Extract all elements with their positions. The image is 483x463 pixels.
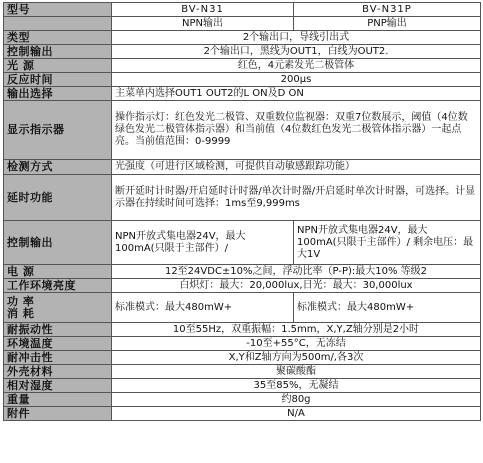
- table-row: [4, 221, 481, 265]
- ambient-light-value: 白炽灯：最大：20,000lux,日光：最大：30,000lux: [112, 279, 481, 293]
- table-row: [4, 265, 481, 279]
- model-b: BV-N31P: [294, 3, 481, 17]
- consumption-a: 标准模式：最大480mW+: [112, 293, 294, 323]
- row-label-model: 型号: [4, 3, 112, 17]
- table-row: [4, 59, 481, 73]
- row-label-light-source: 光 源: [4, 59, 112, 73]
- weight-value: 约80g: [112, 393, 481, 407]
- table-row: [4, 101, 481, 160]
- row-label-vibration: 耐振动性: [4, 323, 112, 337]
- consumption-label-line1: 功 率: [7, 294, 35, 308]
- table-row: [4, 87, 481, 101]
- consumption-b: 标准模式：最大480mW+: [294, 293, 481, 323]
- shock-value: X,Y和Z轴方向为500m/,各3次: [112, 351, 481, 365]
- row-label-control-output: 控制输出: [4, 45, 112, 59]
- response-value: 200μs: [112, 73, 481, 87]
- row-label-humidity: 相对湿度: [4, 379, 112, 393]
- row-label-delay: 延时功能: [4, 175, 112, 221]
- row-label-response: 反应时间: [4, 73, 112, 87]
- detect-value: 光强度（可进行区域检测，可提供自动敏感跟踪功能）: [112, 160, 481, 175]
- control-output-2-a: NPN开放式集电器24V，最大100mA(只限于主部件）/: [112, 221, 294, 265]
- table-row: [4, 351, 481, 365]
- consumption-label-line2: 消 耗: [7, 306, 35, 320]
- row-label-type: 类型: [4, 31, 112, 45]
- table-row: [4, 365, 481, 379]
- accessory-value: N/A: [112, 407, 481, 421]
- model-a: BV-N31: [112, 3, 294, 17]
- row-label-output-select: 输出选择: [4, 87, 112, 101]
- row-label-display: 显示指示器: [4, 101, 112, 160]
- table-row: [4, 393, 481, 407]
- display-value: 操作指示灯：红色发光二极管、双重数位监视器：双重7位数展示，阈值（4位数绿色发光二极管体指示器）和当前值（4位数红色发光二极管体指示器）一起点亮。当前值范围：0-9999: [112, 101, 481, 160]
- spec-table: [3, 2, 481, 421]
- row-label-consumption: [4, 293, 112, 323]
- output-select-value: 主菜单内选择OUT1 OUT2的L ON及D ON: [112, 87, 481, 101]
- table-row: [4, 73, 481, 87]
- material-value: 聚碳酸酯: [112, 365, 481, 379]
- table-row: [4, 407, 481, 421]
- table-row: [4, 175, 481, 221]
- table-row: [4, 337, 481, 351]
- row-label-power: 电 源: [4, 265, 112, 279]
- row-label-temperature: 环境温度: [4, 337, 112, 351]
- power-value: 12至24VDC±10%之间，浮动比率（P-P):最大10% 等级2: [112, 265, 481, 279]
- output-type-a: NPN输出: [112, 17, 294, 31]
- row-label-empty: [4, 17, 112, 31]
- row-label-ambient-light: 工作环境亮度: [4, 279, 112, 293]
- humidity-value: 35至85%，无凝结: [112, 379, 481, 393]
- row-label-accessory: 附件: [4, 407, 112, 421]
- row-label-shock: 耐冲击性: [4, 351, 112, 365]
- control-output-2-b: NPN开放式集电器24V，最大100mA(只限于主部件）/ 剩余电压：最大1V: [294, 221, 481, 265]
- temperature-value: -10至+55°C，无冻结: [112, 337, 481, 351]
- table-row: [4, 293, 481, 323]
- light-source-value: 红色，4元素发光二极管体: [112, 59, 481, 73]
- table-row: [4, 31, 481, 45]
- type-value: 2个输出口，导线引出式: [112, 31, 481, 45]
- row-label-control-output-2: 控制输出: [4, 221, 112, 265]
- table-row: [4, 323, 481, 337]
- table-row: [4, 3, 481, 17]
- table-row: [4, 279, 481, 293]
- table-row: [4, 160, 481, 175]
- vibration-value: 10至55Hz，双重振幅：1.5mm，X,Y,Z轴分别是2小时: [112, 323, 481, 337]
- table-row: [4, 379, 481, 393]
- control-output-value: 2个输出口，黑线为OUT1，白线为OUT2.: [112, 45, 481, 59]
- output-type-b: PNP输出: [294, 17, 481, 31]
- table-row: [4, 17, 481, 31]
- row-label-detect: 检测方式: [4, 160, 112, 175]
- row-label-weight: 重量: [4, 393, 112, 407]
- row-label-material: 外壳材料: [4, 365, 112, 379]
- table-row: [4, 45, 481, 59]
- delay-value: 断开延时计时器/开启延时计时器/单次计时器/开启延时单次计时器，可选择。计显示器在持续时间可选择：1ms至9,999ms: [112, 175, 481, 221]
